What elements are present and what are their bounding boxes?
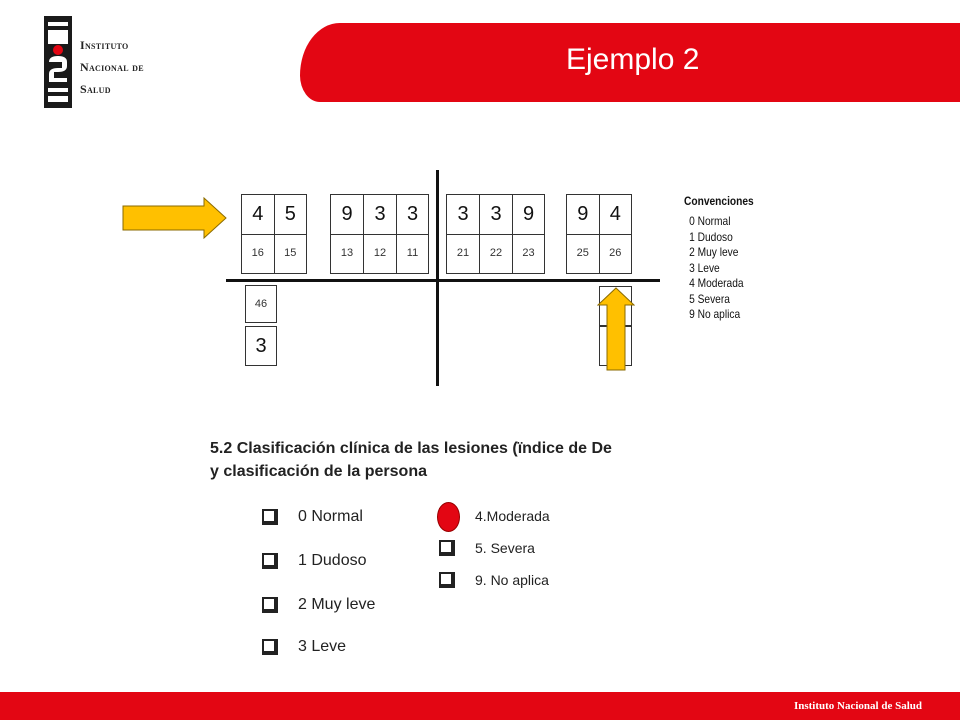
convention-item: 9 No aplica (689, 307, 741, 321)
conventions-title: Convenciones (684, 194, 754, 208)
tooth-group-upper-left-molars (566, 194, 632, 274)
option-label: 5. Severa (475, 540, 535, 556)
tooth-value: 9 (567, 195, 599, 235)
slide-title: Ejemplo 2 (566, 43, 700, 76)
tooth-value: 3 (480, 195, 512, 235)
option-label: 0 Normal (298, 508, 363, 525)
tooth-number: 23 (522, 247, 535, 259)
tooth-value: 5 (275, 195, 307, 235)
tooth-group-upper-right-front (330, 194, 429, 274)
tooth-16 (242, 195, 275, 273)
tooth-value: 4 (600, 195, 632, 235)
logo-line-2: Nacional de (80, 60, 144, 74)
option-label: 1 Dudoso (298, 552, 367, 569)
tooth-25 (567, 195, 600, 273)
tooth-13 (331, 195, 364, 273)
option-leve[interactable] (262, 638, 346, 656)
section-heading-line-2: y clasificación de la persona (210, 463, 427, 480)
tooth-number: 11 (406, 247, 419, 259)
tooth-15 (275, 195, 307, 273)
checkbox-icon[interactable] (439, 540, 455, 556)
footer-bar (0, 692, 960, 720)
tooth-value: 9 (331, 195, 363, 235)
section-heading (210, 437, 660, 483)
tooth-group-upper-left-front (446, 194, 545, 274)
convention-item: 2 Muy leve (689, 245, 739, 259)
tooth-value: 3 (447, 195, 479, 235)
convention-item: 1 Dudoso (689, 229, 733, 244)
tooth-12 (364, 195, 397, 273)
tooth-value: 4 (242, 195, 274, 235)
option-muy-leve[interactable] (262, 596, 375, 614)
chart-vertical-axis (436, 170, 439, 386)
tooth-22 (480, 195, 513, 273)
section-heading-line-1: 5.2 Clasificación clínica de las lesiones (ïndice de De (210, 440, 612, 457)
convention-item: 5 Severa (689, 291, 730, 306)
tooth-value: 9 (513, 195, 544, 235)
tooth-number: 16 (251, 247, 264, 259)
institution-logo (44, 16, 184, 108)
tooth-46-value: 3 (245, 326, 277, 366)
arrow-right-icon (122, 197, 228, 239)
convention-item: 4 Moderada (689, 276, 744, 290)
tooth-46-number: 46 (245, 285, 277, 323)
checkbox-icon[interactable] (262, 509, 278, 525)
tooth-21 (447, 195, 480, 273)
tooth-number: 12 (373, 247, 387, 259)
convention-item: 0 Normal (689, 214, 731, 228)
logo-line-3: Salud (80, 82, 111, 96)
tooth-11 (397, 195, 428, 273)
tooth-number: 26 (609, 247, 622, 259)
ins-logo-mark-icon (44, 16, 72, 108)
option-label: 3 Leve (298, 638, 347, 655)
option-label: 4.Moderada (475, 508, 550, 524)
checkbox-icon[interactable] (262, 597, 278, 613)
logo-text (80, 34, 144, 100)
tooth-value: 3 (397, 195, 428, 235)
option-label: 9. No aplica (475, 572, 549, 588)
tooth-26 (600, 195, 632, 273)
conventions-legend (684, 194, 766, 323)
tooth-value: 3 (364, 195, 396, 235)
checkbox-icon[interactable] (439, 572, 455, 588)
tooth-number: 25 (576, 247, 589, 259)
chart-horizontal-axis (226, 279, 660, 282)
tooth-number: 22 (489, 247, 503, 259)
option-normal[interactable] (262, 508, 363, 526)
checkbox-icon[interactable] (262, 639, 278, 655)
footer-text: Instituto Nacional de Salud (793, 700, 922, 712)
option-severa[interactable] (439, 540, 535, 556)
option-dudoso[interactable] (262, 552, 367, 570)
tooth-number: 21 (456, 247, 470, 259)
selected-mark-icon (437, 502, 460, 532)
tooth-number: 15 (284, 247, 297, 259)
arrow-up-icon (597, 287, 635, 371)
logo-line-1: Instituto (80, 38, 129, 52)
tooth-number: 13 (340, 247, 354, 259)
convention-item: 3 Leve (689, 260, 720, 275)
checkbox-icon[interactable] (262, 553, 278, 569)
option-no-aplica[interactable] (439, 572, 549, 588)
tooth-group-upper-right-molars (241, 194, 307, 274)
option-label: 2 Muy leve (298, 596, 376, 613)
tooth-23 (513, 195, 544, 273)
